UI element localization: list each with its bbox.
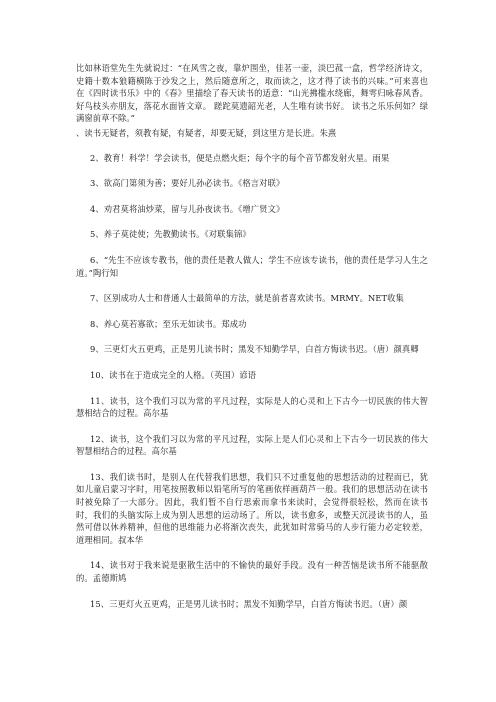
quote-item: 5、养子莫徒使；先教勤读书。《对联集锦》 [90,229,251,240]
quote-item: 8、养心莫若寡欲；至乐无如读书。郑成功 [90,318,247,329]
quote-item: 13、我们读书时，是别人在代替我们思想，我们只不过重复他的思想活动的过程而已，犹如儿童启蒙习字时，用笔按照教师以铅笔所写的笔画依样画葫芦一般。我们的思想活动在读书时被免除了一大部分。因此，我们暂不自行思索而拿书来读时，会觉得很轻松，然而在读书时，我们的头脑实际上成为别人思想的运动场了。所以，读书愈多，或整天沉浸读书的人，虽然可借以休养精神，但他的思维能力必将渐次丧失，此犹如时常骑马的人步行能力必定较差，道理相同。叔本华 [76,471,428,545]
quote-item: 3、欲高门第须为善；要好儿孙必读书。《格言对联》 [90,178,285,189]
quote-list [76,127,428,610]
quote-item: 12、读书，这个我们习以为常的平凡过程，实际上是人们心灵和上下古今一切民族的伟大智慧相结合的过程。高尔基 [76,433,428,457]
quote-item: 2、教育！科学！学会读书，便是点燃火炬；每个字的每个音节都发射火星。雨果 [90,152,390,163]
quote-item: 10、读书在于造成完全的人格。（英国）谚语 [90,369,257,380]
intro-paragraph: 比如林语堂先生先就说过：“在风雪之夜，靠炉围坐，佳茗一壶，淡巴菰一盒，哲学经济诗文，史籍十数本狼籍横陈于沙发之上，然后随意所之，取而读之，这才得了读书的兴味。”可来喜也在《四时读书乐》中的《春》里描绘了春天读书的适意：“山光拂槛水绕廊，舞雩归咏春风香。好鸟枝头亦朋友，落花水面皆文章。 蹉跎莫遗韶光老，人生唯有读书好。 读书之乐乐何如？绿满窗前草不除。” [76,63,428,124]
document-page [76,62,428,623]
quote-item: 14、读书对于我来说是驱散生活中的不愉快的最好手段。没有一种苦恼是读书所不能驱散的。孟德斯鸠 [76,560,428,584]
quote-item: 9、三更灯火五更鸡，正是男儿读书时；黑发不知勤学早，白首方悔读书迟。（唐）颜真卿 [90,344,419,355]
quote-item: 4、劝君莫将油炒菜，留与儿孙夜读书。《增广贤文》 [90,203,285,214]
quote-item: 6、“先生不应该专教书，他的责任是教人做人；学生不应该专读书，他的责任是学习人生之道。”陶行知 [76,254,428,278]
quote-item: 11、读书，这个我们习以为常的平凡过程，实际是人的心灵和上下古今一切民族的伟大智慧相结合的过程。高尔基 [76,395,428,419]
quote-item: 7、区别成功人士和普通人士最简单的方法，就是前者喜欢读书。MRMY。NET收集 [90,293,404,304]
quote-item: 15、三更灯火五更鸡，正是男儿读书时；黑发不知勤学早，白首方悔读书迟。（唐）颜 [90,598,408,609]
quote-item: 、读书无疑者，须教有疑，有疑者，却要无疑，到这里方是长进。朱熹 [76,127,337,138]
